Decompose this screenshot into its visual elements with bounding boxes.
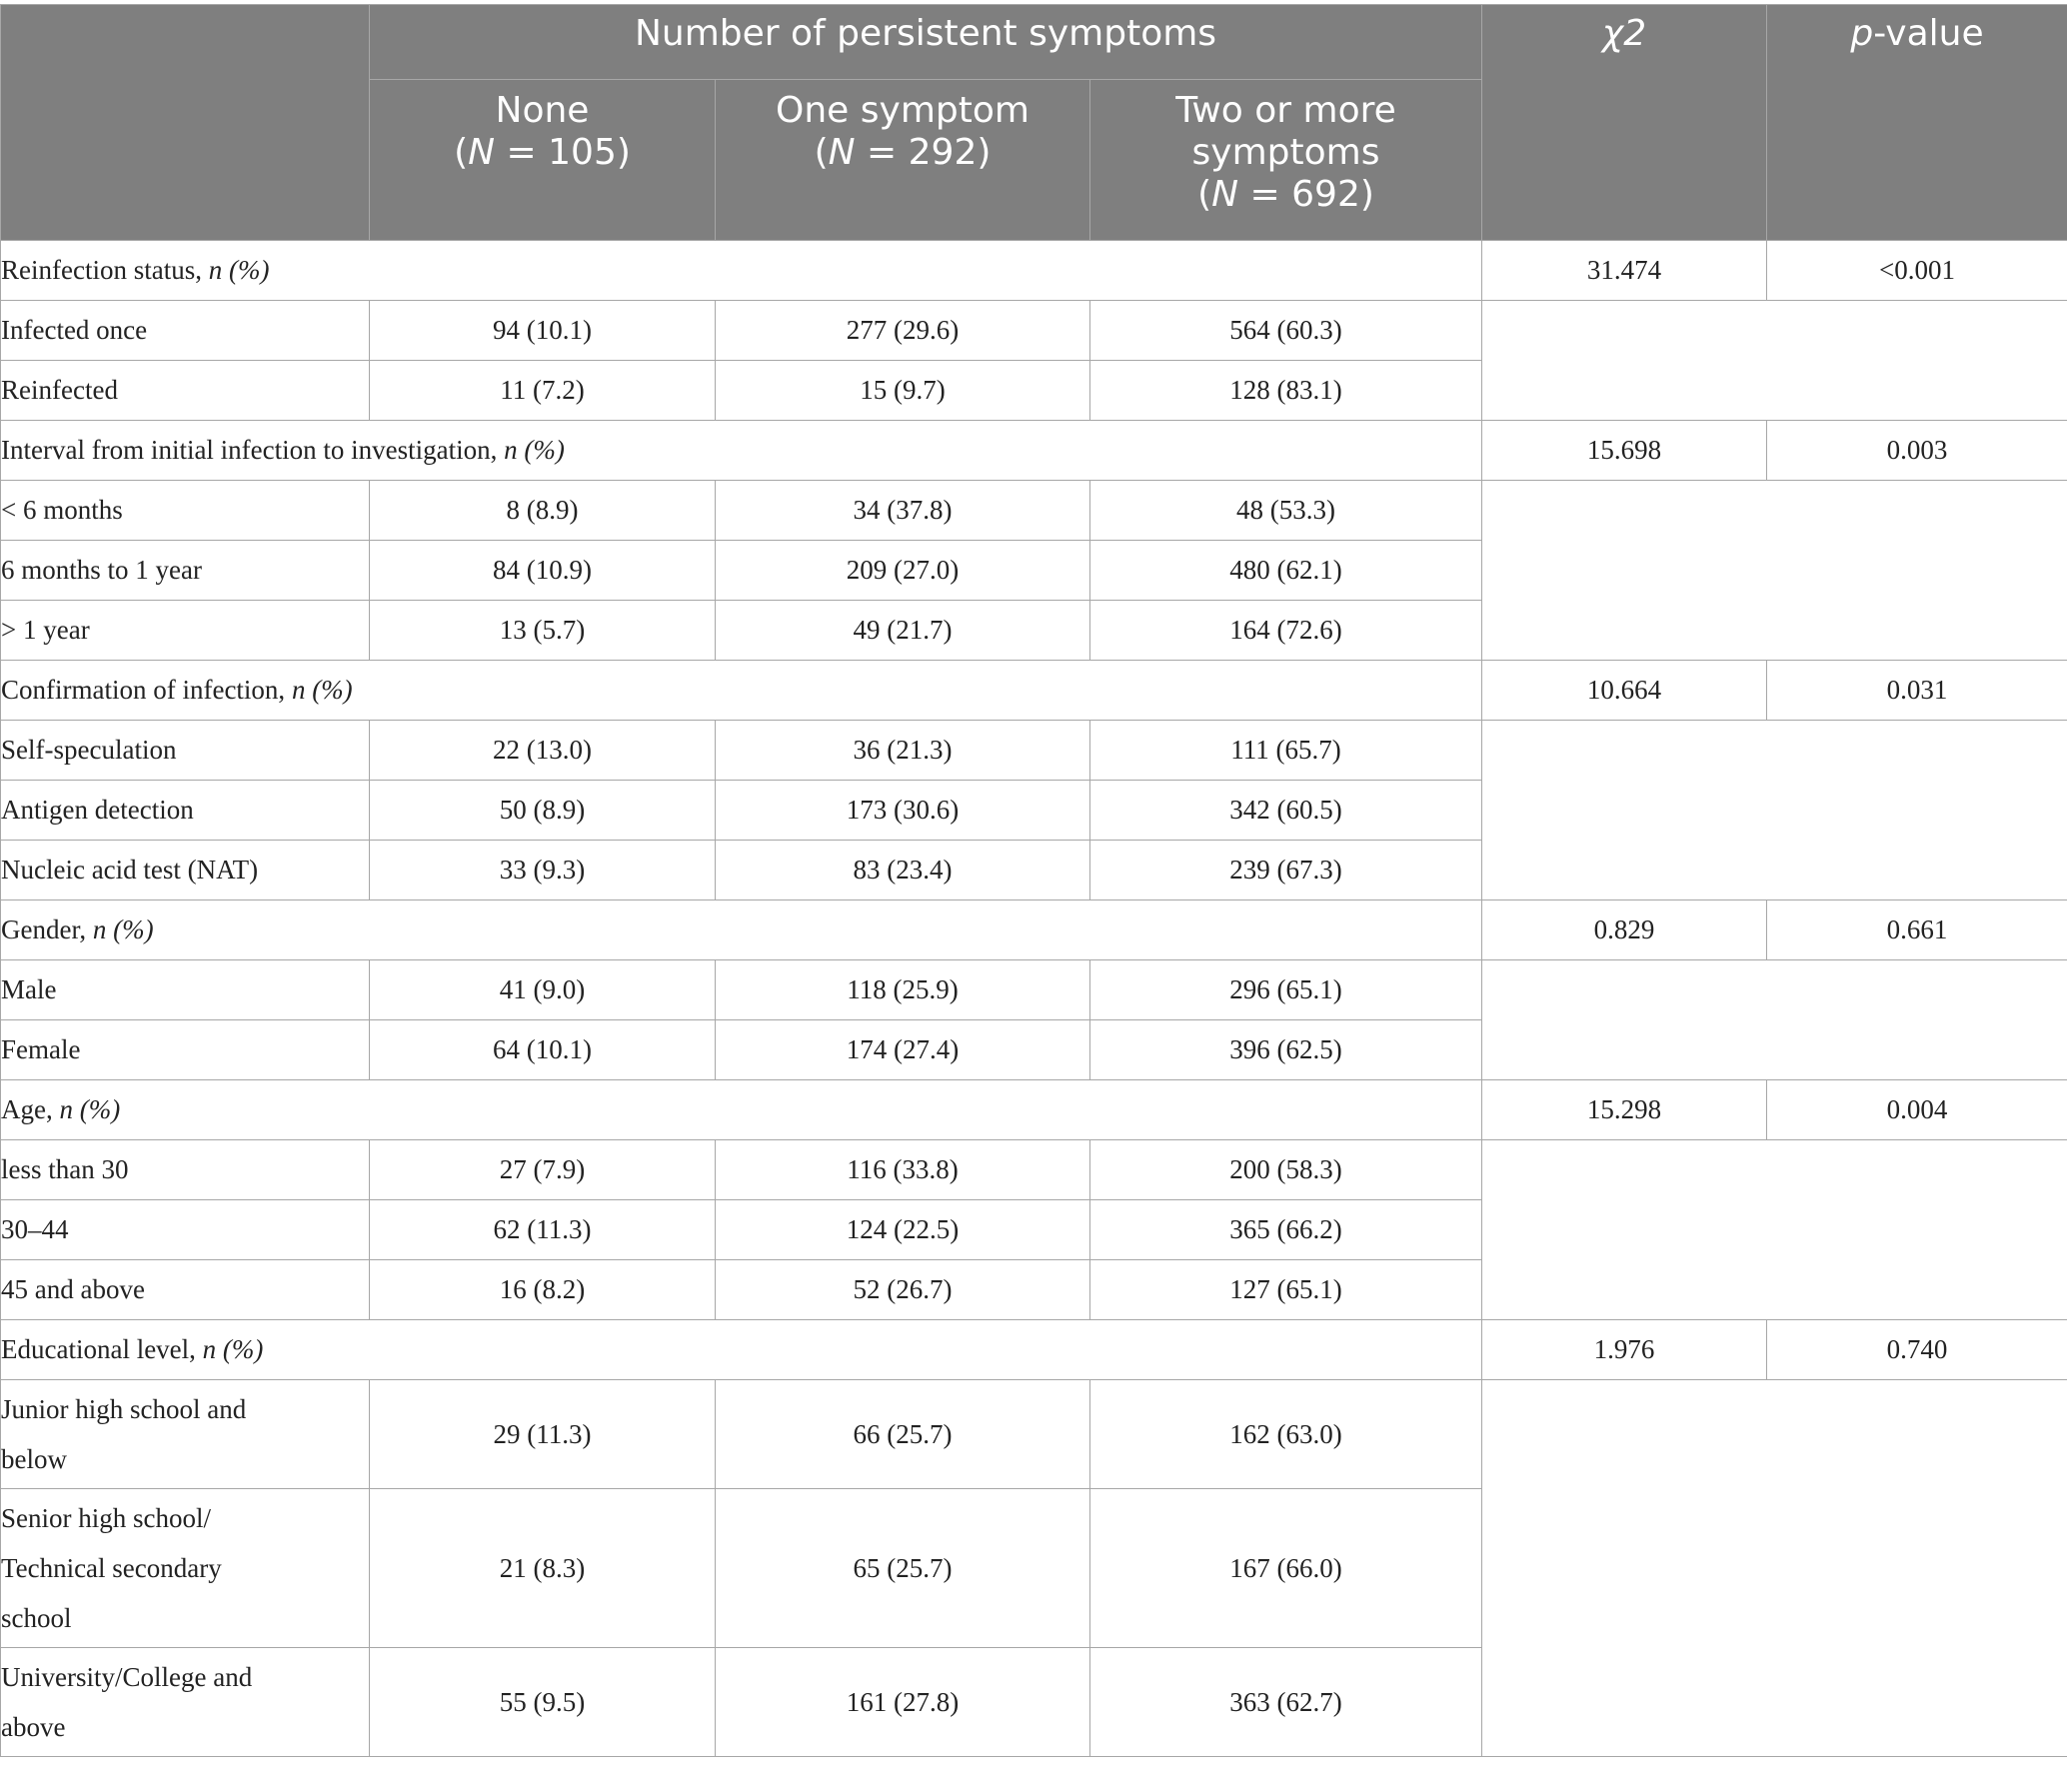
group-label [1,1080,1482,1140]
blank-stat-cell [1482,1140,2067,1320]
cell-two: 128 (83.1) [1090,361,1482,421]
row-label-line: Senior high school/ [1,1503,211,1533]
chi2-value: 1.976 [1482,1320,1767,1380]
cell-two: 342 (60.5) [1090,781,1482,841]
row-label: Infected once [1,301,370,361]
header-col-none [370,80,716,241]
n-value: = 692) [1238,174,1374,215]
cell-none: 27 (7.9) [370,1140,716,1200]
cell-one: 34 (37.8) [716,481,1090,541]
header-col-two [1090,80,1482,241]
chi2-value: 10.664 [1482,661,1767,721]
cell-none: 41 (9.0) [370,960,716,1020]
table-row [1,481,2067,541]
cell-one: 83 (23.4) [716,841,1090,900]
cell-none: 50 (8.9) [370,781,716,841]
group-label-unit: n (%) [59,1094,121,1124]
group-row [1,1320,2067,1380]
n-label: N [828,132,856,173]
cell-one: 15 (9.7) [716,361,1090,421]
cell-none: 64 (10.1) [370,1020,716,1080]
row-label: less than 30 [1,1140,370,1200]
row-label: Antigen detection [1,781,370,841]
cell-two: 162 (63.0) [1090,1380,1482,1489]
group-label-text: Gender, [1,914,93,944]
cell-one: 277 (29.6) [716,301,1090,361]
cell-none: 13 (5.7) [370,601,716,661]
row-label: < 6 months [1,481,370,541]
group-label-text: Reinfection status, [1,255,209,285]
table-row [1,960,2067,1020]
group-row [1,421,2067,481]
cell-one: 116 (33.8) [716,1140,1090,1200]
cell-one: 49 (21.7) [716,601,1090,661]
cell-none: 84 (10.9) [370,541,716,601]
cell-one: 124 (22.5) [716,1200,1090,1260]
p-value: <0.001 [1767,241,2067,301]
p-label-italic: p [1850,13,1874,54]
group-label-text: Age, [1,1094,60,1124]
cell-one: 209 (27.0) [716,541,1090,601]
row-label-line: University/College and [1,1662,253,1692]
group-label [1,241,1482,301]
group-label-text: Educational level, [1,1334,203,1364]
group-label-unit: n (%) [208,255,270,285]
header-col-one [716,80,1090,241]
cell-two: 127 (65.1) [1090,1260,1482,1320]
table-row [1,1380,2067,1489]
cell-two: 480 (62.1) [1090,541,1482,601]
cell-none: 94 (10.1) [370,301,716,361]
cell-none: 33 (9.3) [370,841,716,900]
col-two-n: (N = 692) [1197,174,1374,215]
cell-none: 55 (9.5) [370,1648,716,1757]
row-label [1,1380,370,1489]
cell-two: 111 (65.7) [1090,721,1482,781]
p-label-rest: -value [1873,13,1984,54]
group-row [1,241,2067,301]
n-label: N [468,132,496,173]
cell-one: 118 (25.9) [716,960,1090,1020]
cell-none: 11 (7.2) [370,361,716,421]
row-label: > 1 year [1,601,370,661]
group-label [1,421,1482,481]
cell-none: 29 (11.3) [370,1380,716,1489]
cell-none: 8 (8.9) [370,481,716,541]
row-label: Female [1,1020,370,1080]
group-label-unit: n (%) [291,675,353,705]
col-two-name: Two or more symptoms [1175,90,1396,173]
group-label-unit: n (%) [504,435,565,465]
n-value: = 292) [855,132,992,173]
row-label-line: Junior high school and [1,1394,247,1424]
p-value: 0.740 [1767,1320,2067,1380]
row-label: Reinfected [1,361,370,421]
group-label-text: Interval from initial infection to investigation, [1,435,505,465]
group-label [1,1320,1482,1380]
chi2-value: 15.298 [1482,1080,1767,1140]
chi2-value: 0.829 [1482,900,1767,960]
cell-two: 239 (67.3) [1090,841,1482,900]
group-label-text: Confirmation of infection, [1,675,292,705]
header-chi2 [1482,5,1767,241]
p-value: 0.031 [1767,661,2067,721]
row-label [1,1489,370,1648]
cell-two: 296 (65.1) [1090,960,1482,1020]
cell-one: 174 (27.4) [716,1020,1090,1080]
cell-two: 365 (66.2) [1090,1200,1482,1260]
cell-two: 363 (62.7) [1090,1648,1482,1757]
blank-stat-cell [1482,481,2067,661]
col-one-n: (N = 292) [814,132,992,173]
table-row [1,301,2067,361]
row-label: 45 and above [1,1260,370,1320]
cell-none: 62 (11.3) [370,1200,716,1260]
table-header [1,5,2067,241]
cell-two: 164 (72.6) [1090,601,1482,661]
row-label-line: above [1,1712,66,1742]
row-label-line: below [1,1444,67,1474]
row-label-line: school [1,1603,72,1633]
cell-two: 200 (58.3) [1090,1140,1482,1200]
p-value: 0.004 [1767,1080,2067,1140]
cell-one: 36 (21.3) [716,721,1090,781]
cell-two: 48 (53.3) [1090,481,1482,541]
cell-one: 65 (25.7) [716,1489,1090,1648]
chi2-value: 15.698 [1482,421,1767,481]
table-row [1,721,2067,781]
cell-none: 21 (8.3) [370,1489,716,1648]
cell-two: 396 (62.5) [1090,1020,1482,1080]
n-label: N [1211,174,1239,215]
table-row [1,1140,2067,1200]
cell-none: 22 (13.0) [370,721,716,781]
cell-one: 66 (25.7) [716,1380,1090,1489]
group-row [1,900,2067,960]
blank-stat-cell [1482,721,2067,900]
header-group-title: Number of persistent symptoms [370,5,1482,80]
row-label: 30–44 [1,1200,370,1260]
cell-one: 173 (30.6) [716,781,1090,841]
cell-two: 167 (66.0) [1090,1489,1482,1648]
cell-two: 564 (60.3) [1090,301,1482,361]
cell-one: 161 (27.8) [716,1648,1090,1757]
data-table [0,4,2067,1757]
chi2-value: 31.474 [1482,241,1767,301]
chi2-label: χ2 [1601,13,1647,54]
blank-stat-cell [1482,1380,2067,1757]
group-row [1,661,2067,721]
group-row [1,1080,2067,1140]
row-label: Male [1,960,370,1020]
col-one-name: One symptom [776,90,1030,131]
col-none-n: (N = 105) [454,132,631,173]
table-body [1,241,2067,1757]
group-label-unit: n (%) [92,914,154,944]
cell-none: 16 (8.2) [370,1260,716,1320]
row-label [1,1648,370,1757]
group-label [1,900,1482,960]
header-p-value [1767,5,2067,241]
col-none-name: None [495,90,590,131]
blank-stat-cell [1482,301,2067,421]
group-label [1,661,1482,721]
header-blank-cell [1,5,370,241]
row-label: 6 months to 1 year [1,541,370,601]
p-value: 0.003 [1767,421,2067,481]
p-value: 0.661 [1767,900,2067,960]
row-label: Self-speculation [1,721,370,781]
cell-one: 52 (26.7) [716,1260,1090,1320]
row-label-line: Technical secondary [1,1553,222,1583]
group-label-unit: n (%) [202,1334,264,1364]
n-value: = 105) [495,132,631,173]
blank-stat-cell [1482,960,2067,1080]
row-label: Nucleic acid test (NAT) [1,841,370,900]
